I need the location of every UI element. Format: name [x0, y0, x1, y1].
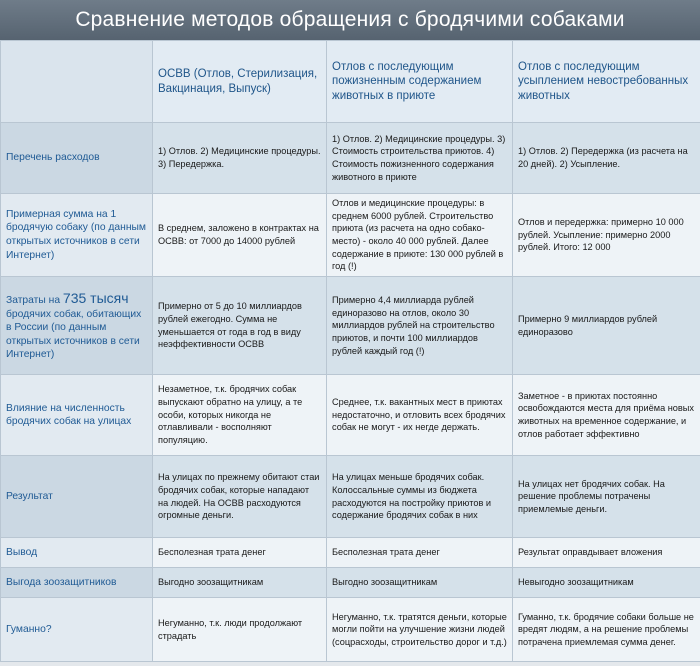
table-cell: Выгодно зоозащитникам — [153, 568, 327, 598]
table-cell: На улицах нет бродячих собак. На решение проблемы потрачены приемлемые деньги. — [513, 456, 700, 538]
dog-count-number: 735 тысяч — [62, 290, 129, 307]
row-label: Выгода зоозащитников — [1, 568, 153, 598]
table-cell: Отлов и передержка: примерно 10 000 рублей. Усыпление: примерно 2000 рублей. Итого: 12 000 — [513, 194, 700, 277]
table-row — [1, 456, 700, 538]
row-label: Гуманно? — [1, 598, 153, 662]
header-row — [1, 41, 700, 123]
comparison-table — [0, 40, 700, 662]
table-row — [1, 194, 700, 277]
table-cell: Негуманно, т.к. люди продолжают страдать — [153, 598, 327, 662]
table-cell: В среднем, заложено в контрактах на ОСВВ: от 7000 до 14000 рублей — [153, 194, 327, 277]
table-cell: Выгодно зоозащитникам — [327, 568, 513, 598]
row-label — [1, 277, 153, 375]
table-cell: На улицах по прежнему обитают стаи бродячих собак, которые нападают на людей. На ОСВВ расходуются огромные деньги. — [153, 456, 327, 538]
table-row — [1, 375, 700, 456]
row-label-prefix: Затраты на — [6, 295, 63, 307]
table-cell: Незаметное, т.к. бродячих собак выпускают обратно на улицу, а те особи, которых никогда не отлавливали - восполняют популяцию. — [153, 375, 327, 456]
row-label: Перечень расходов — [1, 123, 153, 194]
row-label: Влияние на численность бродячих собак на улицах — [1, 375, 153, 456]
table-row — [1, 277, 700, 375]
table-cell: Среднее, т.к. вакантных мест в приютах недостаточно, и отловить всех бродячих собак не могут - их негде держать. — [327, 375, 513, 456]
table-row — [1, 538, 700, 568]
table-cell: Заметное - в приютах постоянно освобождаются места для приёма новых животных на временное содержание, и отлов работает эффективно — [513, 375, 700, 456]
table-cell: Негуманно, т.к. тратятся деньги, которые могли пойти на улучшение жизни людей (соцрасходы, строительство дорог и т.д.) — [327, 598, 513, 662]
row-label: Результат — [1, 456, 153, 538]
table-cell: На улицах меньше бродячих собак. Колоссальные суммы из бюджета расходуются на постройку приютов и содержание бродячих собак в них — [327, 456, 513, 538]
row-label: Вывод — [1, 538, 153, 568]
table-row — [1, 568, 700, 598]
table-cell: Бесполезная трата денег — [153, 538, 327, 568]
table-cell: Отлов и медицинские процедуры: в среднем 6000 рублей. Строительство приюта (из расчета на одно собако-место) - около 40 000 рублей. Далее содержание в приюте: 130 000 рублей в год (!) — [327, 194, 513, 277]
column-header-osvv: ОСВВ (Отлов, Стерилизация, Вакцинация, Выпуск) — [153, 41, 327, 123]
table-row — [1, 598, 700, 662]
table-cell: Результат оправдывает вложения — [513, 538, 700, 568]
table-cell: Примерно от 5 до 10 миллиардов рублей ежегодно. Сумма не уменьшается от года в год в виду неэффективности ОСВВ — [153, 277, 327, 375]
table-cell: Бесполезная трата денег — [327, 538, 513, 568]
table-cell: 1) Отлов. 2) Медицинские процедуры. 3) Стоимость строительства приютов. 4) Стоимость пожизненного содержания животного в приюте — [327, 123, 513, 194]
row-label: Примерная сумма на 1 бродячую собаку (по данным открытых источников в сети Интернет) — [1, 194, 153, 277]
row-label-suffix: бродячих собак, обитающих в России (по данным открытых источников в сети Интернет) — [6, 308, 142, 361]
header-corner-cell — [1, 41, 153, 123]
table-cell: Гуманно, т.к. бродячие собаки больше не вредят людям, а на решение проблемы потрачена приемлемая сумма денег. — [513, 598, 700, 662]
table-row — [1, 123, 700, 194]
table-cell: Невыгодно зоозащитникам — [513, 568, 700, 598]
column-header-shelter: Отлов с последующим пожизненным содержанием животных в приюте — [327, 41, 513, 123]
table-cell: 1) Отлов. 2) Медицинские процедуры. 3) Передержка. — [153, 123, 327, 194]
table-cell: Примерно 9 миллиардов рублей единоразово — [513, 277, 700, 375]
table-cell: 1) Отлов. 2) Передержка (из расчета на 20 дней). 2) Усыпление. — [513, 123, 700, 194]
page-title: Сравнение методов обращения с бродячими собаками — [0, 0, 700, 40]
table-cell: Примерно 4,4 миллиарда рублей единоразово на отлов, около 30 миллиардов рублей на строительство приютов, и почти 100 миллиардов рублей каждый год (!) — [327, 277, 513, 375]
column-header-euthanasia: Отлов с последующим усыплением невостребованных животных — [513, 41, 700, 123]
